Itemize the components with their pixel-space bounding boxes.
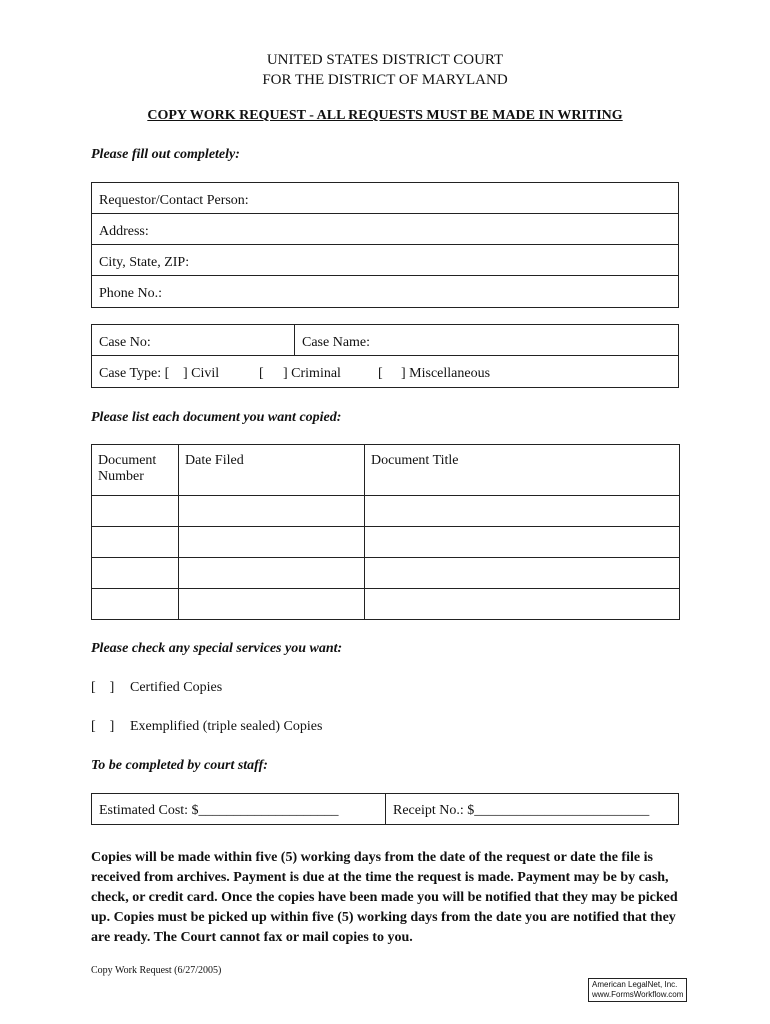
court-staff-heading: To be completed by court staff: xyxy=(91,758,268,773)
address-field[interactable] xyxy=(92,214,678,245)
special-services-heading: Please check any special services you want: xyxy=(91,641,343,656)
cell[interactable] xyxy=(179,496,365,527)
table-header-row xyxy=(92,445,680,496)
col-document-number-line2: Number xyxy=(98,469,144,484)
stamp-line1: American LegalNet, Inc. xyxy=(592,980,678,989)
requestor-field[interactable] xyxy=(92,183,678,214)
cell[interactable] xyxy=(365,589,680,620)
receipt-no-field[interactable] xyxy=(386,794,678,824)
address-label: Address: xyxy=(99,224,149,239)
case-no-field[interactable] xyxy=(92,325,295,355)
court-name-line1: UNITED STATES DISTRICT COURT xyxy=(266,52,504,68)
form-id: Copy Work Request (6/27/2005) xyxy=(91,965,222,976)
table-row xyxy=(92,527,680,558)
col-document-number xyxy=(92,445,179,496)
requestor-label: Requestor/Contact Person: xyxy=(99,193,249,208)
cell[interactable] xyxy=(92,558,179,589)
certified-copies-row xyxy=(91,680,222,696)
case-no-label: Case No: xyxy=(99,335,151,350)
city-field[interactable] xyxy=(92,245,678,276)
legalnet-stamp xyxy=(588,978,687,1002)
list-docs-heading: Please list each document you want copied: xyxy=(91,410,342,425)
city-label: City, State, ZIP: xyxy=(99,255,190,270)
cell[interactable] xyxy=(179,527,365,558)
table-row xyxy=(92,496,680,527)
estimated-cost-label: Estimated Cost: $____________________ xyxy=(99,803,339,818)
cell[interactable] xyxy=(365,558,680,589)
receipt-no-label: Receipt No.: $_________________________ xyxy=(393,803,650,818)
civil-option[interactable]: ] Civil xyxy=(183,366,220,381)
case-box xyxy=(91,324,679,388)
criminal-bracket[interactable]: [ xyxy=(259,366,264,381)
table-row xyxy=(92,558,680,589)
stamp-line2: www.FormsWorkflow.com xyxy=(592,990,684,999)
cell[interactable] xyxy=(92,527,179,558)
misc-bracket[interactable]: [ xyxy=(378,366,383,381)
case-name-label: Case Name: xyxy=(302,335,371,350)
cell[interactable] xyxy=(365,527,680,558)
fill-out-heading: Please fill out completely: xyxy=(91,147,240,162)
case-type-label: Case Type: [ xyxy=(99,366,170,381)
cell[interactable] xyxy=(92,496,179,527)
col-document-title: Document Title xyxy=(365,445,680,496)
certified-label: Certified Copies xyxy=(130,680,223,695)
estimated-cost-field[interactable] xyxy=(92,794,386,824)
cell[interactable] xyxy=(179,589,365,620)
case-row xyxy=(92,325,678,356)
case-name-field[interactable] xyxy=(295,325,678,355)
court-name-line2: FOR THE DISTRICT OF MARYLAND xyxy=(262,72,508,88)
case-type-row xyxy=(92,356,678,387)
table-row xyxy=(92,589,680,620)
documents-table xyxy=(91,444,680,620)
cell[interactable] xyxy=(365,496,680,527)
phone-label: Phone No.: xyxy=(99,286,162,301)
cell[interactable] xyxy=(179,558,365,589)
contact-box xyxy=(91,182,679,308)
copies-notice: Copies will be made within five (5) working days from the date of the request or date the file is received from archives. Payment is due at the time the request is made. Payment may be by cash, check, or credit card. Once the copies have been made you will be notified that they may be picked up. Copies must be picked up within five (5) working days from the date you are notified that they are ready. The Court cannot fax or mail copies to you. xyxy=(91,850,678,945)
staff-box xyxy=(91,793,679,825)
col-document-number-line1: Document xyxy=(98,453,157,468)
phone-field[interactable] xyxy=(92,276,678,307)
criminal-option[interactable]: ] Criminal xyxy=(283,366,341,381)
form-title: COPY WORK REQUEST - ALL REQUESTS MUST BE MADE IN WRITING xyxy=(147,108,623,123)
cell[interactable] xyxy=(92,589,179,620)
certified-checkbox[interactable]: [ ] xyxy=(91,680,115,695)
col-date-filed: Date Filed xyxy=(179,445,365,496)
exemplified-copies-row xyxy=(91,719,322,735)
misc-option[interactable]: ] Miscellaneous xyxy=(401,366,491,381)
exemplified-checkbox[interactable]: [ ] xyxy=(91,719,115,734)
exemplified-label: Exemplified (triple sealed) Copies xyxy=(130,719,323,734)
